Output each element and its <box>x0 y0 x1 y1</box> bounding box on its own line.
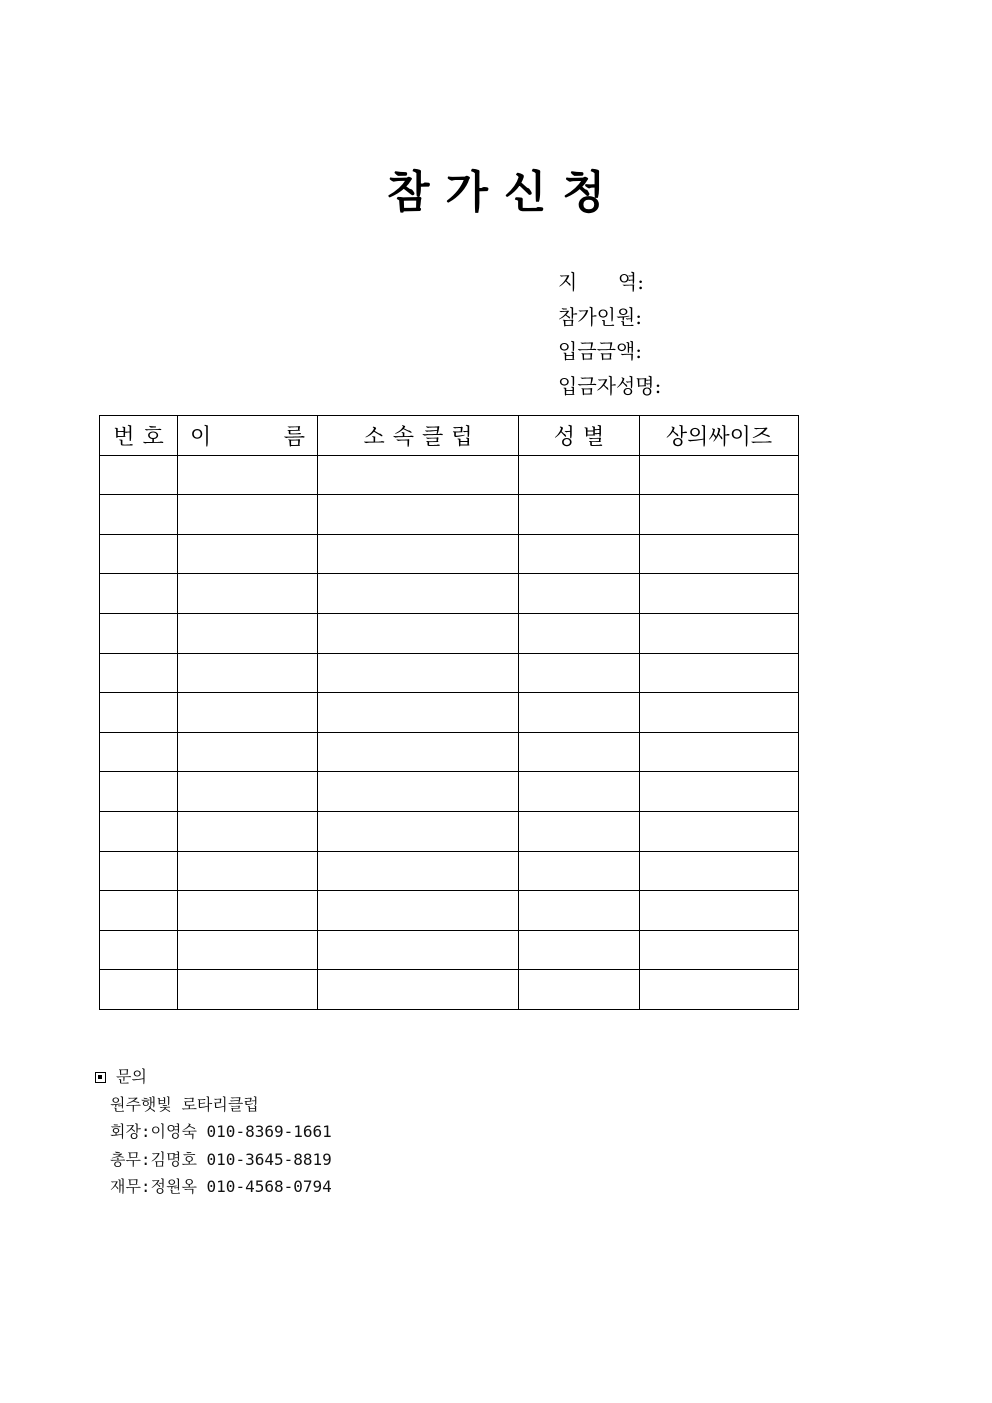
contact-section <box>95 1063 332 1201</box>
cell-gender <box>519 930 640 970</box>
table-row <box>100 970 799 1010</box>
cell-name <box>178 970 318 1010</box>
cell-name <box>178 574 318 614</box>
cell-club <box>318 693 519 733</box>
header-club: 소속클럽 <box>318 416 519 456</box>
cell-club <box>318 455 519 495</box>
participants-field <box>558 300 661 335</box>
cell-number <box>100 851 178 891</box>
cell-number <box>100 891 178 931</box>
cell-name <box>178 930 318 970</box>
cell-shirt-size <box>640 613 799 653</box>
cell-name <box>178 732 318 772</box>
table-row <box>100 455 799 495</box>
cell-number <box>100 455 178 495</box>
cell-gender <box>519 732 640 772</box>
cell-name <box>178 534 318 574</box>
cell-number <box>100 613 178 653</box>
header-gender: 성별 <box>519 416 640 456</box>
table-row <box>100 891 799 931</box>
table-row <box>100 653 799 693</box>
cell-shirt-size <box>640 970 799 1010</box>
contact-club: 원주햇빛 로타리클럽 <box>110 1094 259 1114</box>
contact-treasurer: 재무:정원옥 010-4568-0794 <box>110 1177 332 1196</box>
cell-gender <box>519 534 640 574</box>
table-header-row <box>100 416 799 456</box>
cell-name <box>178 891 318 931</box>
cell-gender <box>519 495 640 535</box>
cell-gender <box>519 653 640 693</box>
contact-heading-text: 문의 <box>116 1067 147 1086</box>
table-row <box>100 613 799 653</box>
cell-number <box>100 534 178 574</box>
cell-gender <box>519 891 640 931</box>
cell-gender <box>519 455 640 495</box>
cell-name <box>178 851 318 891</box>
participant-table <box>99 415 799 1010</box>
applicant-info <box>558 265 661 403</box>
table-row <box>100 851 799 891</box>
cell-number <box>100 811 178 851</box>
cell-shirt-size <box>640 811 799 851</box>
cell-name <box>178 613 318 653</box>
header-name: 이 름 <box>178 416 318 456</box>
cell-club <box>318 495 519 535</box>
cell-shirt-size <box>640 534 799 574</box>
cell-club <box>318 970 519 1010</box>
cell-shirt-size <box>640 732 799 772</box>
participants-label: 참가인원: <box>558 304 643 329</box>
table-row <box>100 772 799 812</box>
depositor-name-label: 입금자성명: <box>558 373 662 398</box>
cell-gender <box>519 693 640 733</box>
cell-club <box>318 891 519 931</box>
table-row <box>100 495 799 535</box>
cell-name <box>178 811 318 851</box>
cell-number <box>100 693 178 733</box>
cell-name <box>178 495 318 535</box>
contact-president: 회장:이영숙 010-8369-1661 <box>110 1122 332 1141</box>
cell-gender <box>519 970 640 1010</box>
cell-gender <box>519 574 640 614</box>
cell-gender <box>519 811 640 851</box>
cell-gender <box>519 851 640 891</box>
cell-gender <box>519 613 640 653</box>
cell-shirt-size <box>640 772 799 812</box>
cell-shirt-size <box>640 455 799 495</box>
square-bullet-icon <box>95 1072 106 1083</box>
cell-number <box>100 574 178 614</box>
cell-club <box>318 851 519 891</box>
cell-shirt-size <box>640 851 799 891</box>
cell-name <box>178 455 318 495</box>
table-row <box>100 732 799 772</box>
cell-club <box>318 653 519 693</box>
table-row <box>100 574 799 614</box>
table-row <box>100 534 799 574</box>
cell-gender <box>519 772 640 812</box>
depositor-name-field <box>558 369 661 404</box>
document-title: 참가신청 <box>386 167 621 218</box>
cell-number <box>100 495 178 535</box>
contact-secretary: 총무:김명호 010-3645-8819 <box>110 1149 332 1169</box>
header-number: 번호 <box>100 416 178 456</box>
cell-number <box>100 970 178 1010</box>
cell-number <box>100 653 178 693</box>
region-label: 지 역: <box>558 270 644 294</box>
cell-club <box>318 930 519 970</box>
cell-club <box>318 732 519 772</box>
cell-shirt-size <box>640 653 799 693</box>
cell-club <box>318 613 519 653</box>
cell-shirt-size <box>640 495 799 535</box>
contact-heading <box>95 1063 332 1091</box>
cell-shirt-size <box>640 693 799 733</box>
deposit-amount-field <box>558 334 661 369</box>
cell-number <box>100 930 178 970</box>
cell-club <box>318 534 519 574</box>
cell-name <box>178 693 318 733</box>
cell-club <box>318 574 519 614</box>
header-shirt-size: 상의싸이즈 <box>640 416 799 456</box>
table-row <box>100 811 799 851</box>
cell-shirt-size <box>640 930 799 970</box>
deposit-amount-label: 입금금액: <box>558 339 643 363</box>
cell-number <box>100 772 178 812</box>
cell-shirt-size <box>640 574 799 614</box>
cell-club <box>318 772 519 812</box>
cell-name <box>178 772 318 812</box>
table-row <box>100 693 799 733</box>
cell-number <box>100 732 178 772</box>
cell-shirt-size <box>640 891 799 931</box>
cell-club <box>318 811 519 851</box>
table-row <box>100 930 799 970</box>
cell-name <box>178 653 318 693</box>
region-field <box>558 265 661 300</box>
table-body <box>100 455 799 1009</box>
